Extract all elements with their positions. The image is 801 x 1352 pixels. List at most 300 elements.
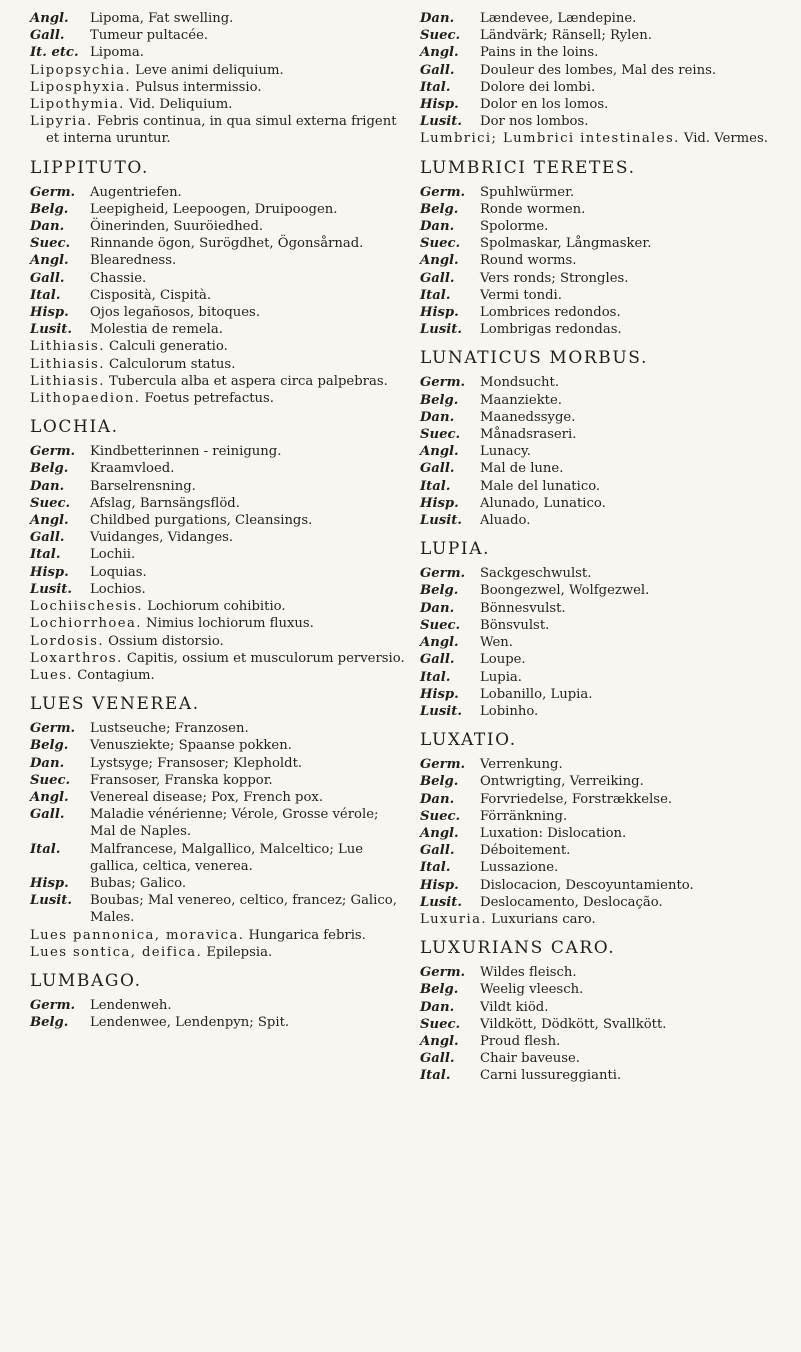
term-definition — [30, 927, 408, 944]
language-label: Lusit. — [420, 513, 462, 529]
term-definition — [30, 944, 408, 961]
language-row — [420, 964, 798, 981]
entry-heading: LUMBRICI TERETES. — [420, 157, 636, 178]
term-text: Vid. Vermes. — [683, 131, 768, 147]
language-row — [420, 321, 798, 338]
language-label: Belg. — [420, 583, 459, 599]
language-row — [30, 997, 408, 1014]
term-definition — [30, 373, 408, 390]
language-label: Hisp. — [30, 875, 69, 891]
language-label: Lusit. — [30, 322, 72, 338]
translation-text: Förränkning. — [480, 808, 568, 824]
language-row — [420, 443, 798, 460]
term-definition — [30, 598, 408, 615]
translation-text: Lupia. — [480, 669, 522, 685]
translation-text: Lipoma, Fat swelling. — [90, 11, 234, 26]
language-label: Dan. — [30, 478, 65, 494]
language-label: Suec. — [30, 236, 71, 252]
language-row — [30, 270, 408, 287]
language-row — [420, 651, 798, 668]
translation-text: Lendenweh. — [90, 997, 172, 1013]
translation-text: Loquias. — [90, 564, 147, 580]
language-row — [420, 96, 798, 113]
language-row — [30, 287, 408, 304]
term-text: Leve animi deliquium. — [135, 62, 284, 78]
language-label: Angl. — [420, 635, 459, 651]
term-text: Calculi generatio. — [109, 339, 228, 355]
translation-text: Ländvärk; Ränsell; Rylen. — [480, 28, 652, 44]
term-text: Pulsus intermissio. — [135, 79, 262, 95]
language-label: Suec. — [420, 236, 461, 252]
language-label: Germ. — [420, 757, 466, 773]
term-text: Hungarica febris. — [248, 927, 366, 943]
translation-text: Lobinho. — [480, 703, 539, 719]
language-label: Germ. — [30, 997, 76, 1013]
translation-text: Deslocamento, Deslocação. — [480, 894, 663, 910]
entry-heading: LIPPITUTO. — [30, 157, 149, 178]
language-row — [420, 808, 798, 825]
term-definition — [30, 650, 408, 667]
translation-text: Lustseuche; Franzosen. — [90, 721, 249, 737]
language-row — [30, 321, 408, 338]
language-label: Suec. — [420, 808, 461, 824]
translation-text: Lipoma. — [90, 45, 144, 61]
translation-text: Månadsraseri. — [480, 427, 577, 443]
translation-text: Augentriefen. — [90, 184, 182, 200]
translation-text: Douleur des lombes, Mal des reins. — [480, 62, 717, 78]
language-label: Dan. — [420, 600, 455, 616]
language-row — [420, 62, 798, 79]
translation-text: Lunacy. — [480, 444, 531, 460]
translation-text: Wildes fleisch. — [480, 965, 577, 981]
language-label: Belg. — [420, 982, 459, 998]
language-row — [30, 27, 408, 44]
entry-heading: LUNATICUS MORBUS. — [420, 348, 648, 369]
language-label: Ital. — [30, 287, 61, 303]
translation-text: Lochii. — [90, 547, 136, 563]
language-label: Germ. — [30, 721, 76, 737]
language-row — [420, 565, 798, 582]
term-definition — [420, 911, 798, 928]
language-label: Dan. — [420, 999, 455, 1015]
language-row — [420, 1067, 798, 1084]
language-row — [420, 235, 798, 252]
translation-text: Boubas; Mal venereo, celtico, francez; Galico, Males. — [90, 893, 397, 926]
translation-text: Dolor en los lomos. — [480, 97, 609, 113]
language-label: Gall. — [30, 807, 65, 823]
translation-text: Bönnesvulst. — [480, 600, 566, 616]
translation-text: Vildkött, Dödkött, Svallkött. — [480, 1016, 667, 1032]
language-label: Angl. — [420, 1033, 459, 1049]
language-label: Angl. — [30, 789, 69, 805]
language-row — [420, 1033, 798, 1050]
language-label: Dan. — [420, 791, 455, 807]
translation-text: Forvriedelse, Forstrækkelse. — [480, 791, 673, 807]
language-row — [420, 634, 798, 651]
entry-heading: LUMBAGO. — [30, 970, 142, 991]
language-row — [420, 600, 798, 617]
translation-text: Mal de lune. — [480, 461, 564, 477]
language-label: Suec. — [30, 495, 71, 511]
language-label: Gall. — [420, 843, 455, 859]
translation-text: Spolorme. — [480, 219, 549, 235]
language-row — [420, 582, 798, 599]
language-label: Gall. — [420, 270, 455, 286]
language-row — [30, 443, 408, 460]
language-label: Dan. — [30, 755, 65, 771]
language-label: Germ. — [30, 444, 76, 460]
language-row — [30, 581, 408, 598]
translation-text: Spolmaskar, Långmasker. — [480, 236, 652, 252]
language-label: Germ. — [30, 184, 76, 200]
translation-text: Pains in the loins. — [480, 45, 599, 61]
language-label: Lusit. — [420, 703, 462, 719]
language-label: Belg. — [420, 774, 459, 790]
translation-text: Weelig vleesch. — [480, 982, 584, 998]
term-name: Lues. — [30, 667, 74, 683]
language-row — [420, 1016, 798, 1033]
language-label: Hisp. — [30, 564, 69, 580]
translation-text: Verrenkung. — [480, 757, 563, 773]
language-row — [420, 1050, 798, 1067]
language-row — [420, 478, 798, 495]
language-label: Suec. — [420, 617, 461, 633]
translation-text: Lombrices redondos. — [480, 305, 621, 321]
language-label: Ital. — [420, 860, 451, 876]
language-label: Lusit. — [30, 581, 72, 597]
language-row — [30, 304, 408, 321]
entry-heading: LUXURIANS CARO. — [420, 938, 616, 959]
language-row — [420, 981, 798, 998]
term-text: Vid. Deliquium. — [128, 97, 233, 113]
term-text: Febris continua, in qua simul externa frigent et interna uruntur. — [46, 114, 397, 147]
translation-text: Lussazione. — [480, 860, 559, 876]
term-name: Lithiasis. — [30, 339, 105, 355]
language-row — [420, 27, 798, 44]
translation-text: Loupe. — [480, 652, 526, 668]
language-label: Ital. — [420, 478, 451, 494]
language-label: Belg. — [30, 201, 69, 217]
translation-text: Cisposità, Cispità. — [90, 287, 212, 303]
translation-text: Dor nos lombos. — [480, 114, 589, 130]
term-definition — [30, 356, 408, 373]
term-definition — [30, 96, 408, 113]
translation-text: Leepigheid, Leepoogen, Druipoogen. — [90, 201, 338, 217]
translation-text: Vuidanges, Vidanges. — [90, 530, 234, 546]
language-row — [30, 495, 408, 512]
language-row — [30, 789, 408, 806]
language-row — [30, 737, 408, 754]
term-definition — [420, 130, 798, 147]
term-definition — [30, 633, 408, 650]
language-label: Suec. — [30, 772, 71, 788]
language-row — [420, 304, 798, 321]
translation-text: Molestia de remela. — [90, 322, 223, 338]
language-label: Belg. — [30, 738, 69, 754]
language-row — [420, 686, 798, 703]
language-row — [30, 184, 408, 201]
language-row — [30, 546, 408, 563]
language-label: Angl. — [30, 513, 69, 529]
language-row — [30, 529, 408, 546]
translation-text: Tumeur pultacée. — [90, 28, 209, 44]
language-label: Gall. — [30, 530, 65, 546]
language-row — [420, 756, 798, 773]
language-label: Angl. — [420, 825, 459, 841]
language-row — [30, 720, 408, 737]
language-row — [420, 270, 798, 287]
language-label: Suec. — [420, 427, 461, 443]
term-name: Lipopsychia. — [30, 62, 131, 78]
translation-text: Childbed purgations, Cleansings. — [90, 513, 313, 529]
term-name: Lipothymia. — [30, 97, 125, 113]
term-name: Lochiischesis. — [30, 599, 144, 615]
language-row — [30, 806, 408, 840]
translation-text: Mondsucht. — [480, 375, 560, 391]
translation-text: Sackgeschwulst. — [480, 566, 592, 582]
language-label: Angl. — [420, 45, 459, 61]
language-row — [420, 495, 798, 512]
translation-text: Vildt kiöd. — [480, 999, 549, 1015]
translation-text: Ronde wormen. — [480, 201, 586, 217]
term-text: Nimius lochiorum fluxus. — [146, 616, 314, 632]
language-label: Dan. — [420, 219, 455, 235]
language-label: Belg. — [420, 201, 459, 217]
translation-text: Boongezwel, Wolfgezwel. — [480, 583, 650, 599]
entry-heading: LUES VENEREA. — [30, 694, 200, 715]
language-row — [420, 703, 798, 720]
language-row — [30, 1014, 408, 1031]
language-label: Hisp. — [420, 495, 459, 511]
language-row — [420, 617, 798, 634]
translation-text: Barselrensning. — [90, 478, 196, 494]
language-label: Germ. — [420, 184, 466, 200]
translation-text: Afslag, Barnsängsflöd. — [90, 495, 240, 511]
language-label: Angl. — [420, 444, 459, 460]
language-row — [420, 10, 798, 27]
translation-text: Kraamvloed. — [90, 461, 175, 477]
translation-text: Venusziekte; Spaanse pokken. — [90, 738, 292, 754]
language-label: Belg. — [30, 1015, 69, 1031]
language-row — [420, 79, 798, 96]
translation-text: Chair baveuse. — [480, 1051, 580, 1067]
language-row — [420, 201, 798, 218]
language-label: Dan. — [420, 409, 455, 425]
language-row — [30, 892, 408, 926]
translation-text: Venereal disease; Pox, French pox. — [90, 789, 324, 805]
language-label: Gall. — [420, 652, 455, 668]
translation-text: Bubas; Galico. — [90, 875, 187, 891]
term-name: Lithiasis. — [30, 373, 105, 389]
term-name: Luxuria. — [420, 911, 487, 927]
language-label: Hisp. — [420, 305, 459, 321]
translation-text: Rinnande ögon, Surögdhet, Ögonsårnad. — [90, 236, 364, 252]
language-label: Gall. — [420, 62, 455, 78]
translation-text: Male del lunatico. — [480, 478, 601, 494]
language-row — [420, 287, 798, 304]
language-row — [420, 460, 798, 477]
language-label: Germ. — [420, 965, 466, 981]
language-label: Ital. — [420, 1068, 451, 1084]
language-row — [30, 841, 408, 875]
term-definition — [30, 79, 408, 96]
language-label: Angl. — [30, 11, 69, 26]
translation-text: Lændevee, Lændepine. — [480, 11, 637, 26]
translation-text: Kindbetterinnen - reinigung. — [90, 444, 282, 460]
language-label: It. etc. — [30, 45, 79, 61]
language-row — [30, 218, 408, 235]
term-text: Epilepsia. — [206, 944, 273, 960]
language-label: Ital. — [420, 287, 451, 303]
language-row — [30, 772, 408, 789]
translation-text: Chassie. — [90, 270, 147, 286]
language-label: Ital. — [420, 79, 451, 95]
translation-text: Round worms. — [480, 253, 577, 269]
translation-text: Lobanillo, Lupia. — [480, 686, 593, 702]
translation-text: Wen. — [480, 635, 513, 651]
language-label: Belg. — [420, 392, 459, 408]
language-label: Hisp. — [30, 305, 69, 321]
language-label: Angl. — [30, 253, 69, 269]
translation-text: Déboitement. — [480, 843, 571, 859]
translation-text: Dolore dei lombi. — [480, 79, 596, 95]
language-label: Ital. — [30, 547, 61, 563]
translation-text: Carni lussureggianti. — [480, 1068, 622, 1084]
term-text: Capitis, ossium et musculorum perversio. — [126, 650, 405, 666]
language-row — [420, 773, 798, 790]
term-name: Lues sontica, deifica. — [30, 944, 203, 960]
language-label: Hisp. — [420, 686, 459, 702]
term-text: Contagium. — [77, 667, 155, 683]
translation-text: Malfrancese, Malgallico, Malceltico; Lue gallica, celtica, venerea. — [90, 841, 364, 874]
term-name: Lumbrici; Lumbrici intestinales. — [420, 131, 680, 147]
language-label: Suec. — [420, 28, 461, 44]
language-label: Hisp. — [420, 877, 459, 893]
translation-text: Bönsvulst. — [480, 617, 550, 633]
term-name: Lordosis. — [30, 633, 104, 649]
language-label: Hisp. — [420, 97, 459, 113]
term-name: Liposphyxia. — [30, 79, 132, 95]
language-label: Gall. — [420, 1051, 455, 1067]
language-label: Lusit. — [420, 114, 462, 130]
language-row — [420, 791, 798, 808]
right-column — [420, 10, 798, 1085]
translation-text: Luxation: Dislocation. — [480, 825, 627, 841]
translation-text: Alunado, Lunatico. — [480, 495, 606, 511]
translation-text: Lombrigas redondas. — [480, 322, 622, 338]
entry-heading: LOCHIA. — [30, 417, 119, 438]
term-name: Lues pannonica, moravica. — [30, 927, 245, 943]
term-definition — [30, 667, 408, 684]
language-row — [30, 478, 408, 495]
translation-text: Spuhlwürmer. — [480, 184, 575, 200]
language-row — [30, 10, 408, 27]
translation-text: Vermi tondi. — [480, 287, 562, 303]
translation-text: Öinerinden, Suuröiedhed. — [90, 219, 264, 235]
language-label: Suec. — [420, 1016, 461, 1032]
term-text: Tubercula alba et aspera circa palpebras. — [109, 373, 388, 389]
language-row — [420, 392, 798, 409]
entry-heading: LUXATIO. — [420, 730, 517, 751]
language-label: Germ. — [420, 375, 466, 391]
left-column — [30, 10, 408, 1031]
term-definition — [30, 615, 408, 632]
translation-text: Aluado. — [480, 513, 531, 529]
language-label: Belg. — [30, 461, 69, 477]
language-row — [420, 184, 798, 201]
language-label: Gall. — [30, 28, 65, 44]
language-row — [420, 44, 798, 61]
language-row — [30, 460, 408, 477]
language-row — [30, 235, 408, 252]
language-row — [30, 252, 408, 269]
language-label: Germ. — [420, 566, 466, 582]
language-label: Angl. — [420, 253, 459, 269]
language-row — [420, 374, 798, 391]
translation-text: Ojos legañosos, bitoques. — [90, 305, 261, 321]
language-label: Ital. — [420, 669, 451, 685]
language-row — [420, 999, 798, 1016]
language-row — [420, 859, 798, 876]
translation-text: Lendenwee, Lendenpyn; Spit. — [90, 1015, 290, 1031]
translation-text: Maanziekte. — [480, 392, 562, 408]
term-text: Luxurians caro. — [491, 911, 596, 927]
language-label: Dan. — [420, 11, 455, 26]
language-row — [30, 201, 408, 218]
translation-text: Ontwrigting, Verreiking. — [480, 774, 644, 790]
language-row — [420, 825, 798, 842]
translation-text: Maladie vénérienne; Vérole, Grosse vérole; Mal de Naples. — [90, 807, 379, 840]
term-name: Lithopaedion. — [30, 391, 141, 407]
term-text: Lochiorum cohibitio. — [147, 599, 286, 615]
term-text: Ossium distorsio. — [108, 633, 224, 649]
term-definition — [30, 338, 408, 355]
translation-text: Lochios. — [90, 581, 146, 597]
language-row — [30, 875, 408, 892]
language-label: Lusit. — [30, 893, 72, 909]
language-label: Lusit. — [420, 894, 462, 910]
term-definition — [30, 62, 408, 79]
term-name: Lochiorrhoea. — [30, 616, 142, 632]
term-definition — [30, 113, 408, 147]
language-row — [30, 44, 408, 61]
language-row — [420, 252, 798, 269]
language-row — [420, 669, 798, 686]
language-row — [420, 894, 798, 911]
language-row — [420, 842, 798, 859]
language-row — [30, 755, 408, 772]
language-label: Lusit. — [420, 322, 462, 338]
language-label: Gall. — [420, 461, 455, 477]
term-name: Lithiasis. — [30, 356, 105, 372]
translation-text: Blearedness. — [90, 253, 177, 269]
term-definition — [30, 390, 408, 407]
language-row — [420, 512, 798, 529]
language-row — [420, 877, 798, 894]
translation-text: Proud flesh. — [480, 1033, 561, 1049]
translation-text: Maanedssyge. — [480, 409, 576, 425]
translation-text: Vers ronds; Strongles. — [480, 270, 629, 286]
language-row — [30, 512, 408, 529]
language-label: Dan. — [30, 219, 65, 235]
translation-text: Fransoser, Franska koppor. — [90, 772, 273, 788]
term-text: Calculorum status. — [109, 356, 236, 372]
translation-text: Lystsyge; Fransoser; Klepholdt. — [90, 755, 303, 771]
entry-heading: LUPIA. — [420, 539, 491, 560]
language-row — [420, 426, 798, 443]
language-row — [30, 564, 408, 581]
term-name: Loxarthros. — [30, 650, 123, 666]
